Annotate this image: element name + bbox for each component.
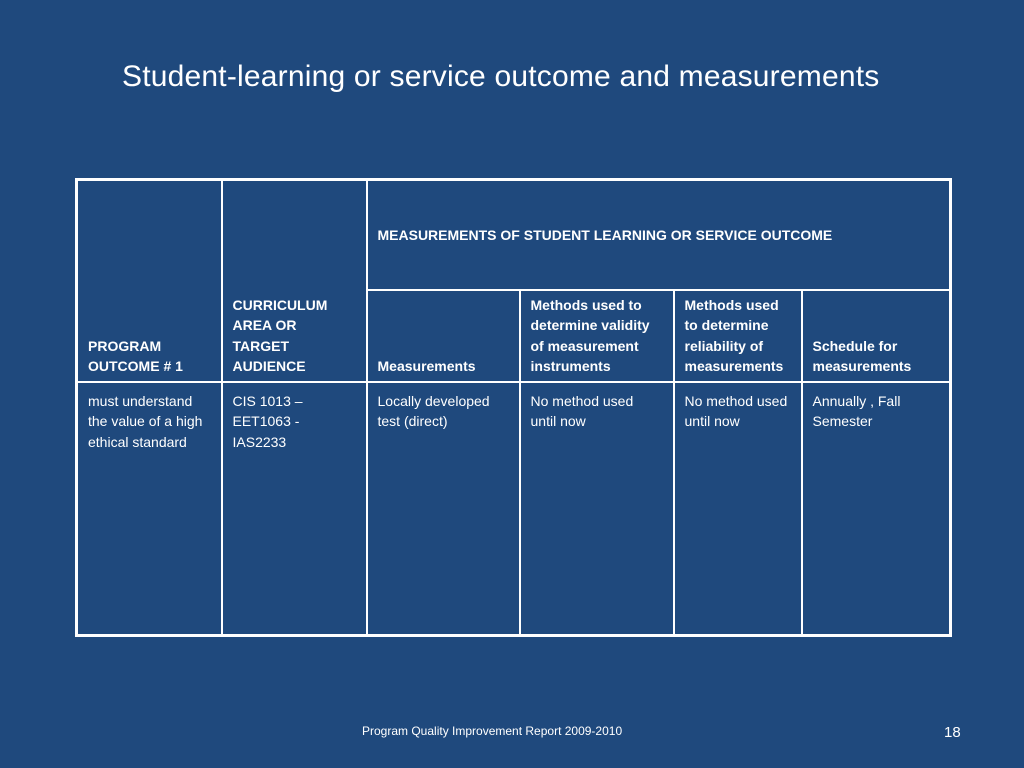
cell-reliability: No method used until now <box>674 382 802 636</box>
cell-curriculum: CIS 1013 – EET1063 - IAS2233 <box>222 382 367 636</box>
header-measurements: Measurements <box>367 290 520 382</box>
slide-title: Student-learning or service outcome and measurements <box>122 60 880 93</box>
header-validity-methods: Methods used to determine validity of measurement instruments <box>520 290 674 382</box>
header-curriculum-area: CURRICULUM AREA OR TARGET AUDIENCE <box>222 180 367 382</box>
outcome-measurements-table <box>75 178 952 637</box>
header-measurements-group: MEASUREMENTS OF STUDENT LEARNING OR SERVICE OUTCOME <box>367 180 951 290</box>
header-reliability-methods: Methods used to determine reliability of measurements <box>674 290 802 382</box>
header-schedule: Schedule for measurements <box>802 290 951 382</box>
cell-program-outcome: must understand the value of a high ethical standard <box>77 382 222 636</box>
slide-number: 18 <box>944 724 961 741</box>
cell-validity: No method used until now <box>520 382 674 636</box>
cell-schedule: Annually , Fall Semester <box>802 382 951 636</box>
table-row <box>77 382 951 636</box>
cell-measurements: Locally developed test (direct) <box>367 382 520 636</box>
table-header-row-group <box>77 180 951 290</box>
footer-text: Program Quality Improvement Report 2009-2010 <box>362 724 623 738</box>
header-program-outcome: PROGRAM OUTCOME # 1 <box>77 180 222 382</box>
